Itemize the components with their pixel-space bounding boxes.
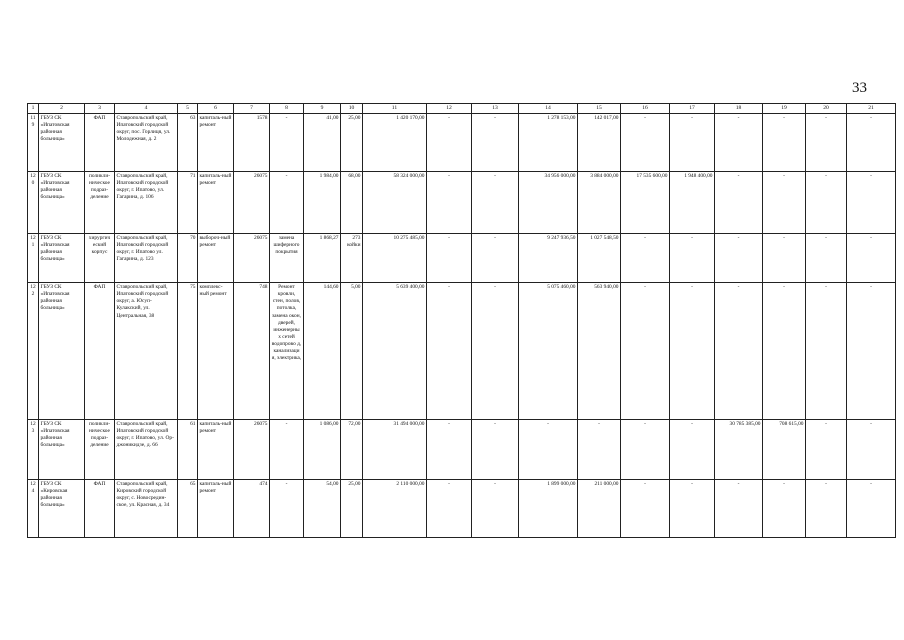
cell-col-14: - xyxy=(519,420,578,480)
cell-col-18: - xyxy=(715,480,763,538)
cell-col-20: - xyxy=(806,114,847,172)
header-cell-11: 11 xyxy=(363,104,427,114)
cell-institution: ГБУЗ СК «Ипатовская районная больница» xyxy=(39,283,85,420)
header-cell-20: 20 xyxy=(806,104,847,114)
cell-index: 63 xyxy=(178,114,198,172)
cell-col-12: - xyxy=(427,283,472,420)
cell-col-14: 9 247 936,50 xyxy=(519,234,578,283)
cell-col-18: - xyxy=(715,234,763,283)
cell-code: 748 xyxy=(234,283,270,420)
cell-col-20: - xyxy=(806,234,847,283)
cell-work-description: - xyxy=(270,420,304,480)
cell-work-type: комплекс-ный ремонт xyxy=(198,283,234,420)
cell-capacity: 68,00 xyxy=(341,172,363,234)
cell-col-13: - xyxy=(472,172,519,234)
cell-work-description: - xyxy=(270,114,304,172)
cell-col-15: 3 884 000,00 xyxy=(578,172,621,234)
cell-col-21: - xyxy=(847,480,896,538)
header-cell-17: 17 xyxy=(670,104,715,114)
cell-row-number: 122 xyxy=(28,283,39,420)
cell-col-13: - xyxy=(472,283,519,420)
cell-col-18: - xyxy=(715,283,763,420)
cell-institution: ГБУЗ СК «Ипатовская районная больница» xyxy=(39,172,85,234)
cell-object-type: ФАП xyxy=(85,114,115,172)
cell-col-15: 211 000,00 xyxy=(578,480,621,538)
data-table xyxy=(27,103,896,538)
cell-col-14: 5 075 460,00 xyxy=(519,283,578,420)
cell-capacity: 5,00 xyxy=(341,283,363,420)
header-cell-10: 10 xyxy=(341,104,363,114)
cell-col-21: - xyxy=(847,172,896,234)
cell-row-number: 123 xyxy=(28,420,39,480)
header-cell-2: 2 xyxy=(39,104,85,114)
cell-col-20: - xyxy=(806,480,847,538)
cell-institution: ГБУЗ СК «Кировская районная больница» xyxy=(39,480,85,538)
cell-row-number: 124 xyxy=(28,480,39,538)
cell-col-21: - xyxy=(847,114,896,172)
cell-col-14: 34 956 000,00 xyxy=(519,172,578,234)
cell-code: 26075 xyxy=(234,172,270,234)
cell-col-19: - xyxy=(763,234,806,283)
header-cell-4: 4 xyxy=(115,104,178,114)
cell-total-cost: 1 420 170,00 xyxy=(363,114,427,172)
cell-total-cost: 5 639 400,00 xyxy=(363,283,427,420)
cell-code: 1578 xyxy=(234,114,270,172)
cell-area: 1 086,00 xyxy=(304,420,341,480)
cell-col-12: - xyxy=(427,234,472,283)
cell-col-13: - xyxy=(472,420,519,480)
cell-area: 54,00 xyxy=(304,480,341,538)
cell-col-16: - xyxy=(621,283,670,420)
cell-col-14: 1 278 153,00 xyxy=(519,114,578,172)
cell-work-description: - xyxy=(270,480,304,538)
cell-col-16: - xyxy=(621,234,670,283)
cell-index: 61 xyxy=(178,420,198,480)
cell-row-number: 120 xyxy=(28,172,39,234)
cell-work-description: - xyxy=(270,172,304,234)
header-cell-3: 3 xyxy=(85,104,115,114)
cell-col-15: 563 940,00 xyxy=(578,283,621,420)
cell-col-12: - xyxy=(427,172,472,234)
cell-col-18: - xyxy=(715,114,763,172)
cell-capacity: 25,00 xyxy=(341,114,363,172)
cell-total-cost: 58 324 000,00 xyxy=(363,172,427,234)
cell-work-type: выбороч-ный ремонт xyxy=(198,234,234,283)
cell-col-12: - xyxy=(427,420,472,480)
cell-row-number: 119 xyxy=(28,114,39,172)
cell-index: 65 xyxy=(178,480,198,538)
cell-col-14: 1 899 000,00 xyxy=(519,480,578,538)
cell-capacity: 273 койки xyxy=(341,234,363,283)
cell-object-type: поликли-ническое подраз-деление xyxy=(85,420,115,480)
cell-object-type: ФАП xyxy=(85,480,115,538)
cell-col-16: - xyxy=(621,480,670,538)
header-cell-15: 15 xyxy=(578,104,621,114)
table-row xyxy=(28,172,896,234)
cell-capacity: 25,00 xyxy=(341,480,363,538)
cell-col-13: - xyxy=(472,480,519,538)
table-row xyxy=(28,420,896,480)
cell-total-cost: 10 275 485,00 xyxy=(363,234,427,283)
cell-institution: ГБУЗ СК «Ипатовская районная больница» xyxy=(39,420,85,480)
cell-code: 474 xyxy=(234,480,270,538)
cell-institution: ГБУЗ СК «Ипатовская районная больница» xyxy=(39,234,85,283)
cell-work-description: Ремонт кровли, стен, полов, потолка, замена окон, дверей, инженерны х сетей водопрово д, канализаци я, электрика, xyxy=(270,283,304,420)
cell-col-19: 708 615,00 xyxy=(763,420,806,480)
cell-col-21: - xyxy=(847,420,896,480)
cell-col-15: 1 027 548,50 xyxy=(578,234,621,283)
cell-index: 71 xyxy=(178,172,198,234)
cell-address: Ставропольский край, Ипатовский городской округ, а. Юсуп-Кулакский, ул. Центральная, 38 xyxy=(115,283,178,420)
cell-total-cost: 2 110 000,00 xyxy=(363,480,427,538)
cell-col-17: - xyxy=(670,234,715,283)
cell-object-type: ФАП xyxy=(85,283,115,420)
cell-index: 75 xyxy=(178,283,198,420)
cell-col-12: - xyxy=(427,480,472,538)
cell-col-16: - xyxy=(621,420,670,480)
cell-col-17: - xyxy=(670,420,715,480)
cell-index: 70 xyxy=(178,234,198,283)
cell-work-type: капиталь-ный ремонт xyxy=(198,420,234,480)
header-cell-8: 8 xyxy=(270,104,304,114)
table-row xyxy=(28,480,896,538)
cell-code: 26075 xyxy=(234,234,270,283)
cell-area: 1 868,27 xyxy=(304,234,341,283)
cell-col-19: - xyxy=(763,283,806,420)
cell-col-13: - xyxy=(472,114,519,172)
cell-work-description: замена шиферного покрытия xyxy=(270,234,304,283)
cell-work-type: капиталь-ный ремонт xyxy=(198,114,234,172)
cell-address: Ставропольский край, Ипатовский городской округ, г. Ипатово, ул. Гагарина, д. 106 xyxy=(115,172,178,234)
cell-area: 144,60 xyxy=(304,283,341,420)
cell-col-18: 30 785 385,00 xyxy=(715,420,763,480)
header-cell-14: 14 xyxy=(519,104,578,114)
cell-institution: ГБУЗ СК «Ипатовская районная больница» xyxy=(39,114,85,172)
cell-address: Ставропольский край, Ипатовский городской округ, г. Ипатово ул. Гагарина, д. 123 xyxy=(115,234,178,283)
cell-work-type: капиталь-ный ремонт xyxy=(198,480,234,538)
cell-address: Ставропольский край, Ипатовский городской округ, г. Ипатово, ул. Ор-джоникидзе, д. 66 xyxy=(115,420,178,480)
cell-col-20: - xyxy=(806,283,847,420)
cell-area: 1 984,00 xyxy=(304,172,341,234)
cell-col-15: - xyxy=(578,420,621,480)
cell-col-20: - xyxy=(806,420,847,480)
header-cell-19: 19 xyxy=(763,104,806,114)
cell-address: Ставропольский край, Кировский городской округ, с. Новосредин-ское, ул. Красная, д. 34 xyxy=(115,480,178,538)
cell-col-17: - xyxy=(670,114,715,172)
header-cell-12: 12 xyxy=(427,104,472,114)
header-cell-18: 18 xyxy=(715,104,763,114)
header-cell-1: 1 xyxy=(28,104,39,114)
cell-col-17: 1 948 400,00 xyxy=(670,172,715,234)
cell-total-cost: 31 494 000,00 xyxy=(363,420,427,480)
cell-capacity: 72,00 xyxy=(341,420,363,480)
cell-col-19: - xyxy=(763,114,806,172)
cell-col-13: - xyxy=(472,234,519,283)
header-cell-7: 7 xyxy=(234,104,270,114)
cell-col-17: - xyxy=(670,480,715,538)
page-number: 33 xyxy=(852,80,867,96)
cell-object-type: хирургич еский корпус xyxy=(85,234,115,283)
table-row xyxy=(28,114,896,172)
cell-address: Ставропольский край, Ипатовский городской округ, пос. Горлиця, ул. Молодежная, д. 2 xyxy=(115,114,178,172)
cell-col-16: - xyxy=(621,114,670,172)
header-cell-9: 9 xyxy=(304,104,341,114)
cell-col-21: - xyxy=(847,234,896,283)
cell-col-19: - xyxy=(763,480,806,538)
header-cell-5: 5 xyxy=(178,104,198,114)
cell-work-type: капиталь-ный ремонт xyxy=(198,172,234,234)
cell-col-20: - xyxy=(806,172,847,234)
table-header-row xyxy=(28,104,896,114)
cell-col-12: - xyxy=(427,114,472,172)
cell-area: 41,00 xyxy=(304,114,341,172)
cell-col-18: - xyxy=(715,172,763,234)
cell-row-number: 121 xyxy=(28,234,39,283)
cell-col-15: 142 017,00 xyxy=(578,114,621,172)
cell-object-type: поликли-ническое подраз-деление xyxy=(85,172,115,234)
header-cell-16: 16 xyxy=(621,104,670,114)
table-row xyxy=(28,234,896,283)
header-cell-21: 21 xyxy=(847,104,896,114)
cell-col-17: - xyxy=(670,283,715,420)
cell-code: 26075 xyxy=(234,420,270,480)
cell-col-21: - xyxy=(847,283,896,420)
header-cell-13: 13 xyxy=(472,104,519,114)
table-row xyxy=(28,283,896,420)
cell-col-16: 17 535 600,00 xyxy=(621,172,670,234)
cell-col-19: - xyxy=(763,172,806,234)
header-cell-6: 6 xyxy=(198,104,234,114)
